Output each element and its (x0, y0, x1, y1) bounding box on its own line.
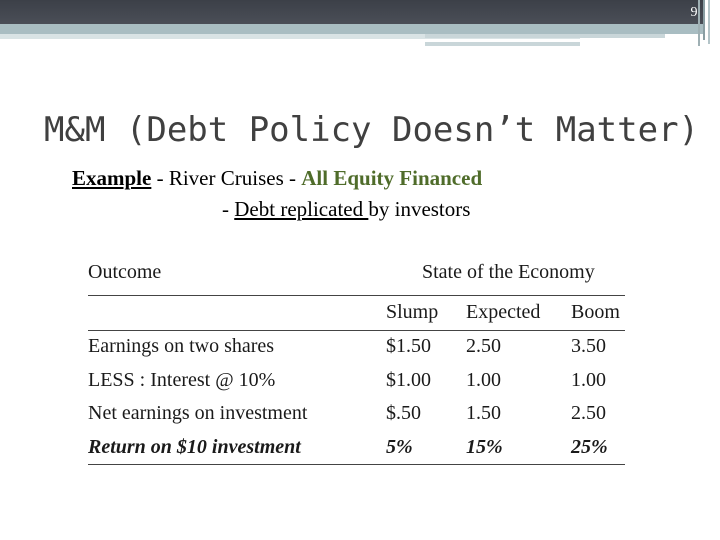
table-cell: 2.50 (466, 335, 501, 357)
table-cell: 1.50 (466, 402, 501, 424)
header-vertical-line (708, 0, 710, 44)
row-label: Net earnings on investment (88, 402, 308, 424)
table-cell: 1.00 (571, 369, 606, 391)
row-label: Earnings on two shares (88, 335, 275, 357)
row-label: LESS : Interest @ 10% (88, 369, 276, 391)
example-label: Example (72, 166, 152, 190)
table-rule (88, 330, 625, 331)
table-rule (88, 295, 625, 296)
header-bar (0, 0, 705, 24)
separator: - (283, 166, 302, 190)
example-subline (222, 197, 470, 222)
separator: - (151, 166, 169, 190)
slide-number: 9 (690, 5, 698, 20)
table-cell: $.50 (386, 402, 421, 424)
outcome-header: Outcome (88, 261, 162, 283)
table-cell: 5% (386, 436, 413, 458)
column-header-boom: Boom (571, 301, 620, 323)
table-cell: $1.50 (386, 335, 431, 357)
header-strip (425, 42, 580, 46)
slide-title: M&M (Debt Policy Doesn’t Matter) (44, 110, 700, 150)
header-strip (425, 34, 665, 38)
table-cell: 15% (466, 436, 503, 458)
sub-underlined: Debt replicated (234, 197, 369, 221)
sub-rest: by investors (368, 197, 471, 221)
table-cell: 2.50 (571, 402, 606, 424)
header-accent-bar (0, 24, 705, 34)
example-line (72, 166, 482, 191)
state-header: State of the Economy (422, 261, 595, 283)
table-rule (88, 464, 625, 465)
table-cell: 3.50 (571, 335, 606, 357)
table-cell: 25% (571, 436, 608, 458)
table-cell: 1.00 (466, 369, 501, 391)
column-header-slump: Slump (386, 301, 439, 323)
table-cell: $1.00 (386, 369, 431, 391)
financing-type: All Equity Financed (301, 166, 483, 190)
column-header-expected: Expected (466, 301, 541, 323)
sub-prefix: - (222, 197, 235, 221)
company-name: River Cruises (168, 166, 284, 190)
row-label: Return on $10 investment (88, 436, 301, 458)
